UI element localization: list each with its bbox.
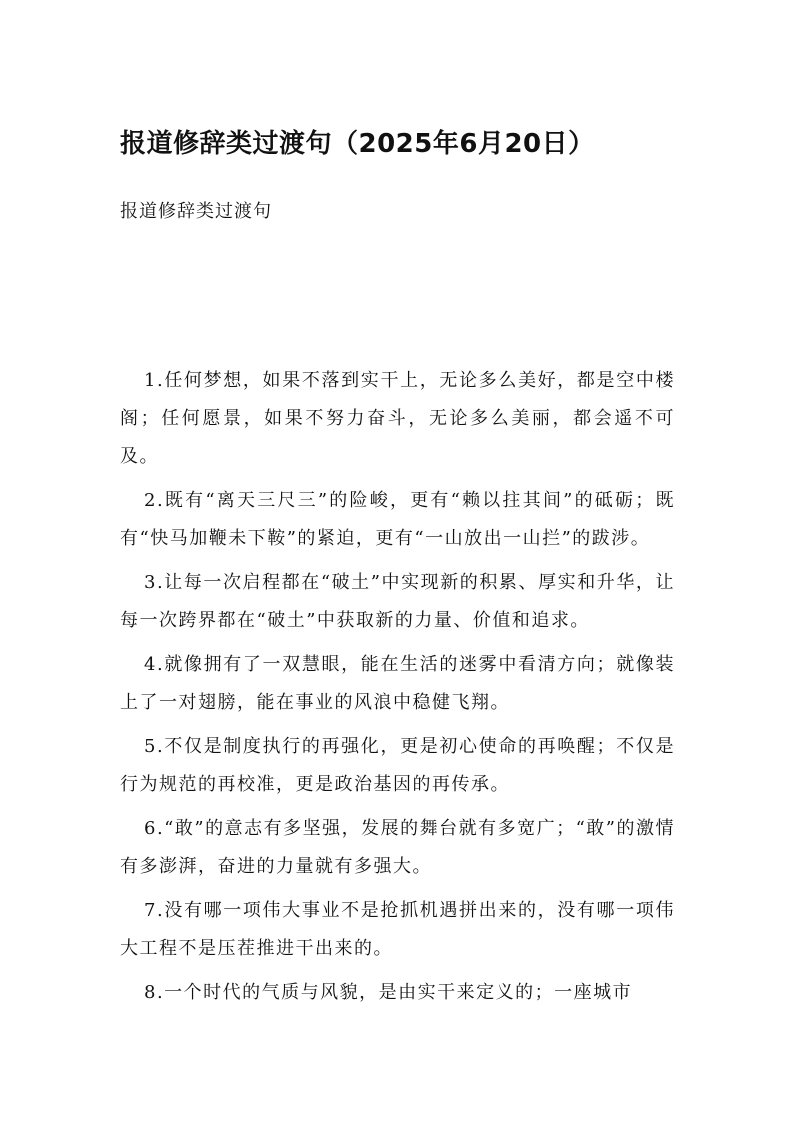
- paragraph-3: 3.让每一次启程都在“破土”中实现新的积累、厚实和升华，让每一次跨界都在“破土”中获取新的力量、价值和追求。: [120, 572, 675, 631]
- paragraph-8: 8.一个时代的气质与风貌，是由实干来定义的；一座城市: [144, 982, 633, 1003]
- paragraph-2: 2.既有“离天三尺三”的险峻，更有“赖以拄其间”的砥砺；既有“快马加鞭未下鞍”的紧迫，更有“一山放出一山拦”的跋涉。: [120, 490, 675, 549]
- paragraph-4: 4.就像拥有了一双慧眼，能在生活的迷雾中看清方向；就像装上了一对翅膀，能在事业的风浪中稳健飞翔。: [120, 654, 675, 713]
- document-title: 报道修辞类过渡句（2025年6月20日）: [120, 129, 595, 159]
- document-subtitle: 报道修辞类过渡句: [120, 201, 272, 222]
- paragraph-6: 6.“敢”的意志有多坚强，发展的舞台就有多宽广；“敢”的激情有多澎湃，奋进的力量就有多强大。: [120, 818, 675, 877]
- paragraph-1: 1.任何梦想，如果不落到实干上，无论多么美好，都是空中楼阁；任何愿景，如果不努力奋斗，无论多么美丽，都会遥不可及。: [120, 370, 675, 467]
- paragraph-7: 7.没有哪一项伟大事业不是抢抓机遇拼出来的，没有哪一项伟大工程不是压茬推进干出来的。: [120, 900, 675, 959]
- paragraph-5: 5.不仅是制度执行的再强化，更是初心使命的再唤醒；不仅是行为规范的再校准，更是政治基因的再传承。: [120, 736, 675, 795]
- document-body: [120, 362, 675, 1018]
